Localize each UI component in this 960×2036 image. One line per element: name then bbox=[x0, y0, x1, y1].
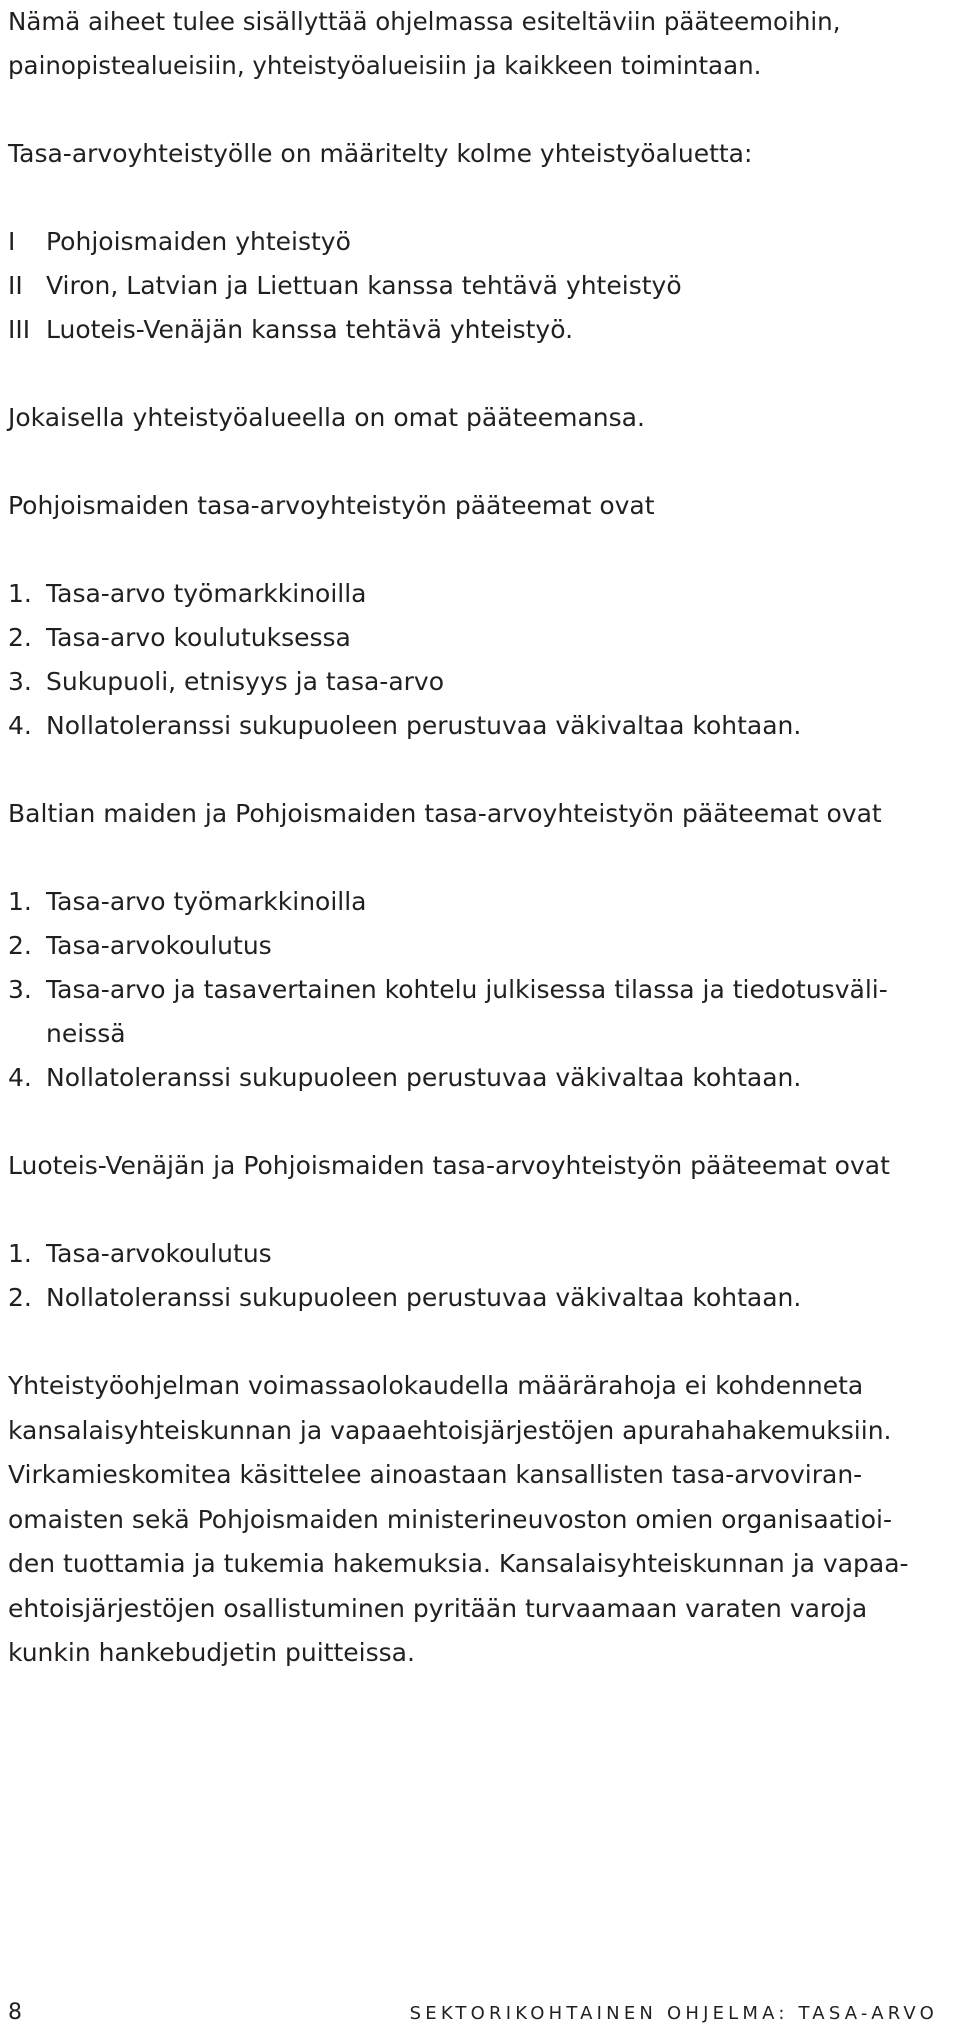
list-item bbox=[8, 1056, 948, 1100]
document-page bbox=[8, 0, 948, 1676]
item-text: Nollatoleranssi sukupuoleen perustuvaa väkivaltaa kohtaan. bbox=[46, 1063, 802, 1092]
areas-intro: Tasa-arvoyhteistyölle on määritelty kolme yhteistyöaluetta: bbox=[8, 139, 753, 168]
item-text: Viron, Latvian ja Liettuan kanssa tehtävä yhteistyö bbox=[46, 271, 682, 300]
list-item bbox=[8, 924, 948, 968]
closing-line: Virkamieskomitea käsittelee ainoastaan kansallisten tasa-arvoviran- bbox=[8, 1460, 863, 1489]
list-item bbox=[8, 968, 948, 1056]
item-text: Luoteis-Venäjän kanssa tehtävä yhteistyö. bbox=[46, 315, 574, 344]
areas-list bbox=[8, 220, 948, 352]
closing-paragraph bbox=[8, 1364, 948, 1676]
closing-line: Yhteistyöohjelman voimassaolokaudella määrärahoja ei kohdenneta bbox=[8, 1371, 864, 1400]
item-text: Nollatoleranssi sukupuoleen perustuvaa väkivaltaa kohtaan. bbox=[46, 1283, 802, 1312]
item-text: Tasa-arvo työmarkkinoilla bbox=[46, 887, 367, 916]
closing-line: kansalaisyhteiskunnan ja vapaaehtoisjärjestöjen apurahahakemuksiin. bbox=[8, 1415, 892, 1445]
closing-full-text bbox=[8, 1676, 9, 1677]
list-item bbox=[8, 220, 948, 264]
closing-line: omaisten sekä Pohjoismaiden ministerineuvoston omien organisaatioi- bbox=[8, 1504, 892, 1534]
item-number: II bbox=[8, 271, 23, 300]
item-number: 4. bbox=[8, 711, 32, 740]
page-number: 8 bbox=[8, 2000, 22, 2025]
intro-line-1: Nämä aiheet tulee sisällyttää ohjelmassa esiteltäviin pääteemoihin, bbox=[8, 7, 841, 36]
list-item bbox=[8, 572, 948, 616]
list-item bbox=[8, 616, 948, 660]
russia-heading: Luoteis-Venäjän ja Pohjoismaiden tasa-arvoyhteistyön pääteemat ovat bbox=[8, 1151, 890, 1180]
item-number: 1. bbox=[8, 887, 32, 916]
item-text: Tasa-arvokoulutus bbox=[46, 1239, 272, 1268]
item-number: 4. bbox=[8, 1063, 32, 1092]
each-area-statement: Jokaisella yhteistyöalueella on omat pääteemansa. bbox=[8, 403, 645, 432]
item-number: 1. bbox=[8, 1239, 32, 1268]
closing-line: den tuottamia ja tukemia hakemuksia. Kansalaisyhteiskunnan ja vapaa- bbox=[8, 1549, 909, 1578]
intro-line-2: painopistealueisiin, yhteistyöalueisiin ja kaikkeen toimintaan. bbox=[8, 51, 762, 80]
item-text: Tasa-arvokoulutus bbox=[46, 931, 272, 960]
list-item bbox=[8, 880, 948, 924]
item-number: 1. bbox=[8, 579, 32, 608]
item-text: Tasa-arvo koulutuksessa bbox=[46, 623, 351, 652]
item-number: III bbox=[8, 315, 31, 344]
russia-themes-list bbox=[8, 1232, 948, 1320]
item-number: 2. bbox=[8, 931, 32, 960]
list-item bbox=[8, 308, 948, 352]
nordic-heading: Pohjoismaiden tasa-arvoyhteistyön pääteemat ovat bbox=[8, 491, 655, 520]
closing-line: ehtoisjärjestöjen osallistuminen pyritään turvaamaan varaten varoja bbox=[8, 1593, 868, 1623]
item-text: Tasa-arvo työmarkkinoilla bbox=[46, 579, 367, 608]
closing-line: kunkin hankebudjetin puitteissa. bbox=[8, 1638, 415, 1667]
item-number: 2. bbox=[8, 623, 32, 652]
list-item bbox=[8, 264, 948, 308]
baltic-themes-list bbox=[8, 880, 948, 1100]
item-number: 3. bbox=[8, 667, 32, 696]
list-item bbox=[8, 704, 948, 748]
item-number: I bbox=[8, 227, 16, 256]
page-footer bbox=[8, 2000, 938, 2025]
list-item bbox=[8, 1276, 948, 1320]
item-text: Sukupuoli, etnisyys ja tasa-arvo bbox=[46, 667, 445, 696]
item-text: Tasa-arvo ja tasavertainen kohtelu julkisessa tilassa ja tiedotusväli- neissä bbox=[46, 975, 888, 1048]
list-item bbox=[8, 660, 948, 704]
list-item bbox=[8, 1232, 948, 1276]
baltic-heading: Baltian maiden ja Pohjoismaiden tasa-arvoyhteistyön pääteemat ovat bbox=[8, 799, 882, 828]
running-head: SEKTORIKOHTAINEN OHJELMA: TASA-ARVO bbox=[409, 2003, 938, 2024]
item-number: 2. bbox=[8, 1283, 32, 1312]
nordic-themes-list bbox=[8, 572, 948, 748]
item-text: Pohjoismaiden yhteistyö bbox=[46, 227, 351, 256]
item-text: Nollatoleranssi sukupuoleen perustuvaa väkivaltaa kohtaan. bbox=[46, 711, 802, 740]
intro-paragraph bbox=[8, 0, 948, 88]
item-number: 3. bbox=[8, 975, 32, 1004]
